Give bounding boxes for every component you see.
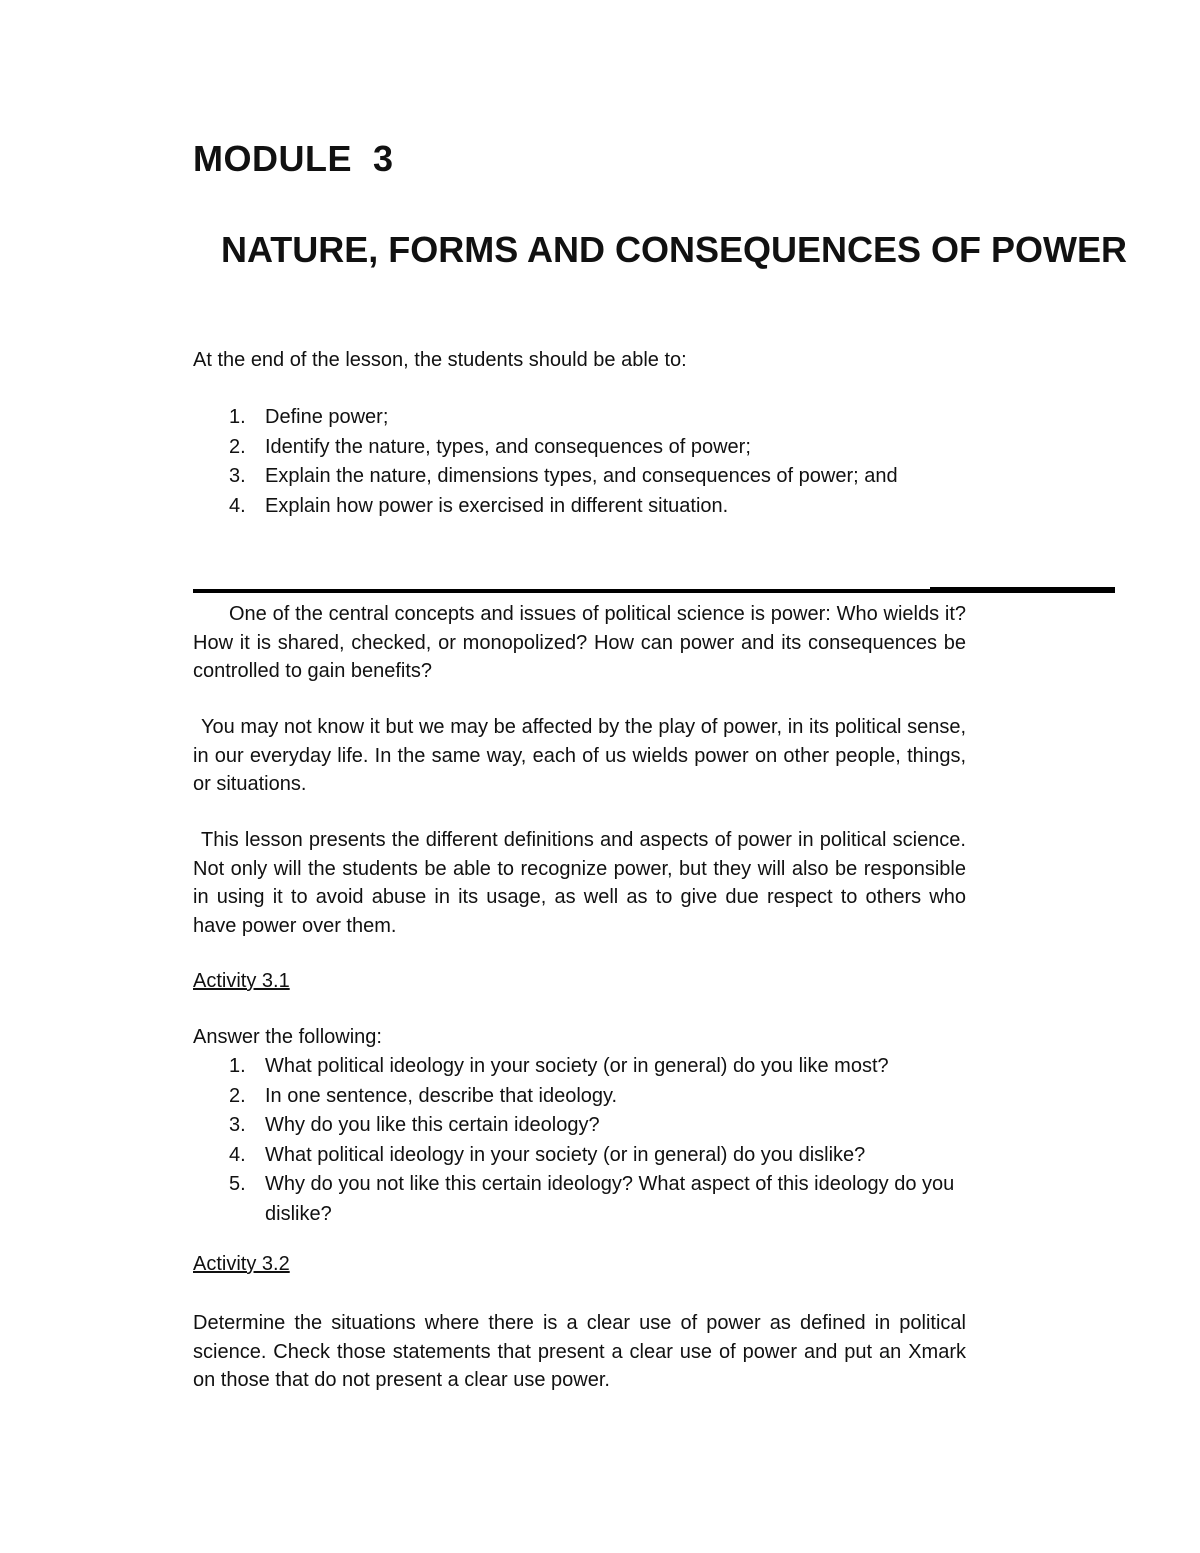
list-number: 3. bbox=[229, 465, 246, 487]
list-number: 1. bbox=[229, 406, 246, 428]
list-item-text: Explain how power is exercised in different situation. bbox=[265, 494, 729, 517]
list-number: 2. bbox=[229, 1084, 246, 1107]
list-number: 1. bbox=[229, 1055, 246, 1077]
list-number: 4. bbox=[229, 494, 246, 517]
list-item bbox=[193, 403, 993, 433]
activity-heading: Activity 3.1 bbox=[193, 970, 290, 992]
list-number: 5. bbox=[229, 1173, 246, 1195]
list-item-text: Identify the nature, types, and consequences of power; bbox=[265, 435, 751, 458]
list-item bbox=[193, 1141, 966, 1171]
list-item-text: In one sentence, describe that ideology. bbox=[265, 1084, 618, 1107]
module-label: MODULE 3 bbox=[193, 138, 394, 179]
list-item-text: Define power; bbox=[265, 406, 389, 428]
list-item-text: Why do you like this certain ideology? bbox=[265, 1114, 600, 1136]
body-paragraph: One of the central concepts and issues of political science is power: Who wields it? How it is shared, checked, or monopolized? How can power and its consequences be controlled to gain benefits? bbox=[193, 603, 966, 682]
list-item bbox=[193, 462, 993, 492]
list-item-text: Why do you not like this certain ideology? What aspect of this ideology do you dislike? bbox=[265, 1173, 955, 1225]
section-divider-thick-segment bbox=[930, 587, 1115, 593]
objectives-list bbox=[193, 403, 993, 521]
list-item bbox=[193, 492, 993, 522]
activity-instructions: Determine the situations where there is a clear use of power as defined in political science. Check those statements that present a clear use of power and put an Xmark on those that do not present a clear use power. bbox=[193, 1312, 966, 1391]
list-number: 2. bbox=[229, 435, 246, 458]
body-paragraph: This lesson presents the different definitions and aspects of power in political science. Not only will the students be able to recognize power, but they will also be responsible in using it to avoid abuse in its usage, as well as to give due respect to others who have power over them. bbox=[193, 829, 966, 937]
body-paragraph: You may not know it but we may be affected by the play of power, in its political sense, in our everyday life. In the same way, each of us wields power on other people, things, or situations. bbox=[193, 716, 966, 795]
list-item bbox=[193, 1052, 966, 1082]
objectives-intro: At the end of the lesson, the students should be able to: bbox=[193, 349, 687, 371]
activity-instructions: Answer the following: bbox=[193, 1026, 382, 1048]
list-item-text: What political ideology in your society (or in general) do you dislike? bbox=[265, 1143, 866, 1166]
list-item bbox=[193, 1111, 966, 1141]
list-number: 3. bbox=[229, 1114, 246, 1136]
list-item-text: Explain the nature, dimensions types, and consequences of power; and bbox=[265, 465, 898, 487]
list-item bbox=[193, 433, 993, 463]
page-title: NATURE, FORMS AND CONSEQUENCES OF POWER bbox=[220, 229, 1128, 270]
questions-list bbox=[193, 1052, 966, 1229]
list-number: 4. bbox=[229, 1143, 246, 1166]
list-item-text: What political ideology in your society (or in general) do you like most? bbox=[265, 1055, 889, 1077]
list-item bbox=[193, 1082, 966, 1112]
list-item bbox=[193, 1170, 966, 1229]
activity-heading: Activity 3.2 bbox=[193, 1253, 290, 1275]
